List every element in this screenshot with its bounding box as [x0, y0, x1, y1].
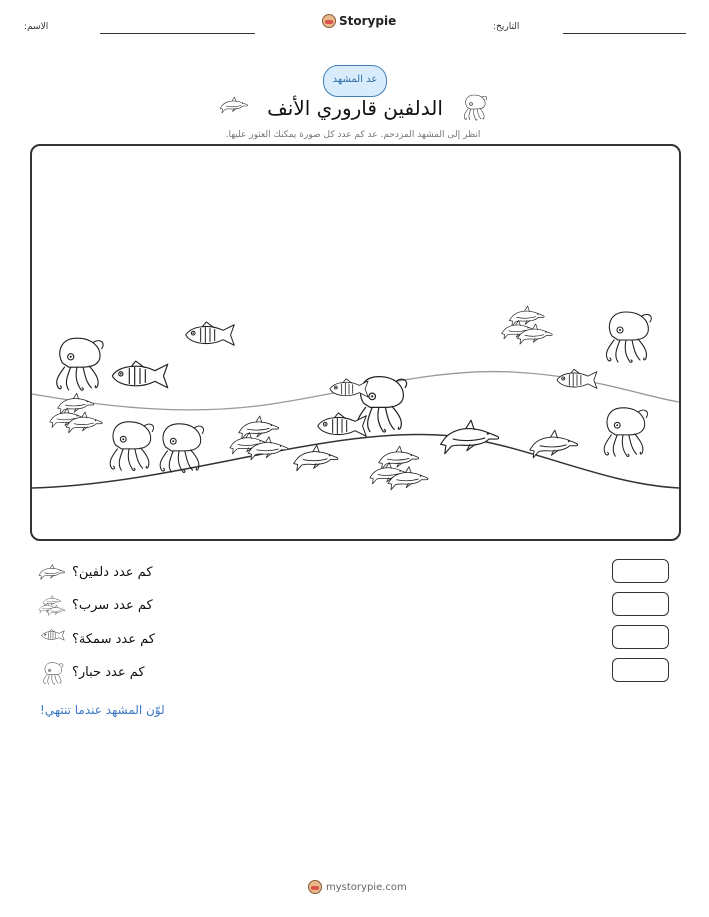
fish-2: [112, 361, 167, 388]
brand-name: Storypie: [339, 14, 397, 28]
name-field-line[interactable]: [100, 33, 255, 34]
dolphin-2: [530, 430, 578, 458]
activity-badge: عد المشهد: [323, 65, 387, 97]
question-fish: كم عدد سمكة؟: [72, 632, 155, 647]
squid-1: [57, 338, 103, 390]
date-field-line[interactable]: [563, 33, 686, 34]
squid-5: [604, 408, 647, 457]
fish-3: [330, 379, 368, 397]
scene-illustration: [32, 146, 679, 539]
question-list: [0, 558, 709, 698]
dolphin-pod-icon: [38, 592, 66, 620]
answer-box-pod[interactable]: [612, 592, 669, 616]
squid-icon: [460, 92, 490, 122]
dolphin-3: [294, 445, 338, 471]
dolphin-pod-2: [230, 416, 288, 460]
fish-icon: [40, 628, 66, 644]
question-pod: كم عدد سرب؟: [72, 598, 153, 613]
squid-6: [606, 312, 651, 362]
question-squid: كم عدد حبار؟: [72, 665, 145, 680]
squid-icon: [40, 660, 66, 686]
fish-5: [557, 369, 597, 388]
dolphin-icon: [38, 560, 66, 586]
dolphin-icon: [219, 92, 249, 120]
page-title: الدلفين قاروري الأنف: [267, 96, 443, 120]
footer: [308, 880, 407, 894]
dolphin-pod-1: [50, 393, 103, 433]
counting-scene: [30, 144, 681, 541]
squid-3: [160, 424, 203, 473]
squid-2: [110, 422, 153, 471]
dolphin-1: [441, 420, 499, 454]
answer-box-dolphin[interactable]: [612, 559, 669, 583]
dolphin-pod-4: [502, 306, 553, 344]
answer-box-squid[interactable]: [612, 658, 669, 682]
bear-logo-icon: [322, 14, 336, 28]
color-instruction: لوّن المشهد عندما تنتهي!: [40, 703, 165, 717]
fish-1: [186, 322, 235, 345]
footer-site: mystorypie.com: [326, 881, 407, 893]
date-label: :التاريخ: [493, 22, 520, 32]
question-dolphin: كم عدد دلفين؟: [72, 565, 153, 580]
answer-box-fish[interactable]: [612, 625, 669, 649]
dolphin-pod-3: [370, 446, 428, 490]
instructions: انظر إلى المشهد المزدحم. عد كم عدد كل صورة يمكنك العثور عليها.: [225, 130, 481, 140]
name-label: :الاسم: [24, 22, 49, 32]
bear-logo-icon: [308, 880, 322, 894]
brand-logo: [322, 14, 396, 28]
